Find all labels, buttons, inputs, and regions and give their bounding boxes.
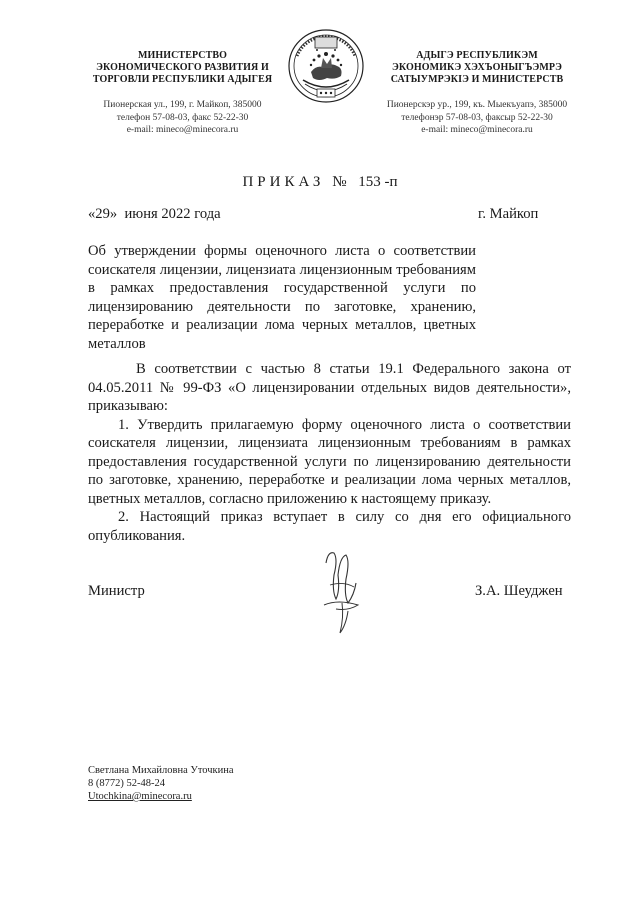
header-right [372, 50, 582, 137]
intro-paragraph: В соответствии с частью 8 статьи 19.1 Федерального закона от 04.05.2011 № 99-ФЗ «О лицензировании отдельных видов деятельности», приказываю: [88, 361, 571, 414]
ministry-name-line: ТОРГОВЛИ РЕСПУБЛИКИ АДЫГЕЯ [92, 74, 273, 85]
signatory-position: Министр [88, 583, 145, 599]
ministry-name-line: ЭКОНОМИЧЕСКОГО РАЗВИТИЯ И [96, 62, 269, 73]
executor-phone: 8 (8772) 52-48-24 [88, 778, 165, 789]
ministry-name-ady [372, 50, 582, 86]
order-city: г. Майкоп [478, 206, 539, 222]
order-label: ПРИКАЗ № [242, 174, 351, 190]
handwritten-signature [318, 545, 364, 637]
order-body [88, 360, 571, 545]
order-item-2: 2. Настоящий приказ вступает в силу со дня его официального опубликования. [88, 509, 571, 544]
phone-line: телефонэр 57-08-03, факсыр 52-22-30 [401, 112, 553, 123]
executor-email[interactable]: Utochkina@minecora.ru [88, 791, 192, 802]
ministry-name-line: ЭКОНОМИКЭ ХЭХЪОНЫГЪЭМРЭ [391, 62, 563, 73]
executor-info [88, 764, 234, 803]
signatory-name: З.А. Шеуджен [475, 583, 563, 599]
ministry-contacts-ru [80, 99, 285, 137]
ministry-contacts-ady [372, 99, 582, 137]
phone-line: телефон 57-08-03, факс 52-22-30 [116, 112, 249, 123]
order-item-1: 1. Утвердить прилагаемую форму оценочного листа о соответствии соискателя лицензии, лицензиата лицензионным требованиям в рамках предоставления государственной услуги по лицензированию деятельности по заготовке, хранению, переработке и реализации лома черных металлов, цветных металлов, согласно приложению к настоящему приказу. [88, 416, 571, 507]
address-line: Пионерскэр ур., 199, къ. Мыекъуапэ, 385000 [386, 100, 568, 110]
adygea-coat-of-arms-icon [287, 28, 365, 104]
date-month-year: июня 2022 года [124, 206, 221, 222]
header-left [80, 50, 285, 137]
email-line: e-mail: mineco@minecora.ru [126, 125, 239, 135]
ministry-name-ru [80, 50, 285, 86]
email-line: e-mail: mineco@minecora.ru [421, 125, 533, 135]
ministry-name-line: АДЫГЭ РЕСПУБЛИКЭМ [416, 50, 538, 61]
address-line: Пионерская ул., 199, г. Майкоп, 385000 [103, 100, 262, 110]
ministry-name-line: МИНИСТЕРСТВО [137, 50, 228, 61]
order-title [0, 174, 640, 191]
order-subject: Об утверждении формы оценочного листа о соответствии соискателя лицензии, лицензиата лицензионным требованиям в рамках предоставления государственной услуги по лицензированию деятельности по заготовке, хранению, переработке и реализации лома черных металлов, цветных металлов [88, 243, 476, 352]
order-number: 153 -п [358, 174, 398, 190]
ministry-name-line: САТЫУМРЭКIЭ И МИНИСТЕРСТВ [390, 74, 564, 85]
order-date [88, 205, 221, 224]
executor-name: Светлана Михайловна Уточкина [88, 765, 234, 776]
date-day: «29» [88, 206, 118, 222]
